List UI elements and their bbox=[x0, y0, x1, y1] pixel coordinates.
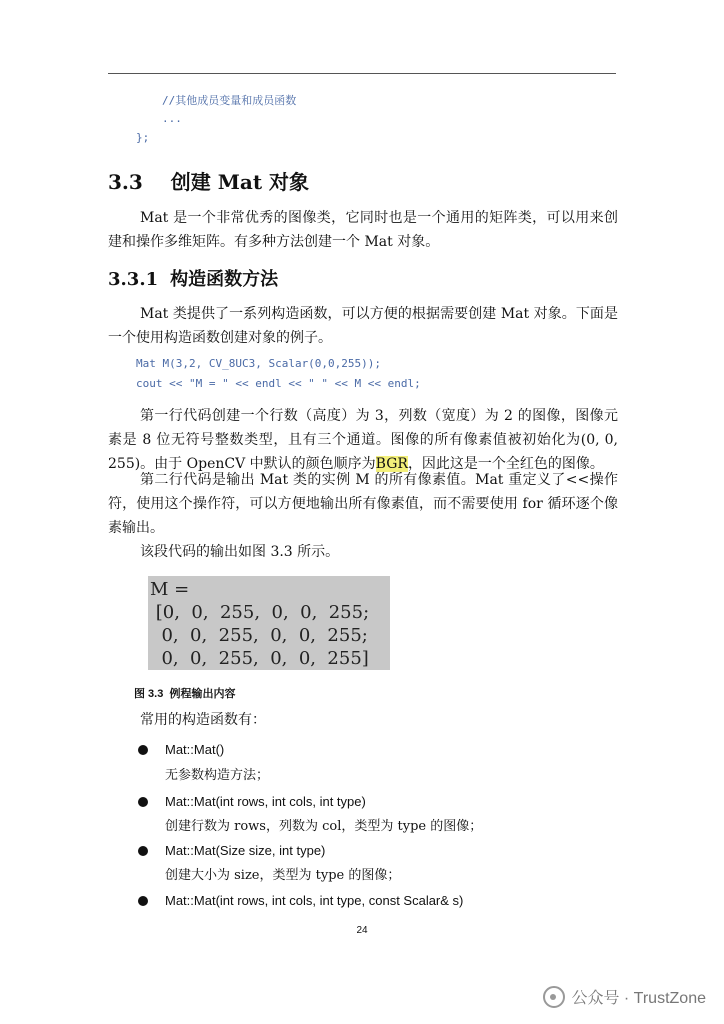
subsection-title: 构造函数方法 bbox=[170, 269, 279, 290]
subsection-number: 3.3.1 bbox=[108, 269, 159, 290]
para2-text: 第一行代码创建一个行数（高度）为 3，列数（宽度）为 2 的图像，图像元素是 8 位无符号整数类型，且有三个通道。图像的所有像素值被初始化为(0, 0, 255)。由于 OpenCV 中默认的颜色顺序为 bbox=[108, 408, 618, 472]
constructor-desc: 创建行数为 rows，列数为 col，类型为 type 的图像； bbox=[165, 819, 483, 834]
section-number: 3.3 bbox=[108, 170, 143, 194]
constructor-signature: Mat::Mat(int rows, int cols, int type, const Scalar& s) bbox=[165, 893, 464, 908]
page-number: 24 bbox=[356, 925, 368, 936]
output-line-1: M = bbox=[150, 579, 190, 600]
code-line-2: cout << "M = " << endl << " " << M << endl; bbox=[136, 377, 421, 390]
para2-end: ，因此这是一个全红色的图像。 bbox=[407, 456, 604, 472]
header-rule bbox=[108, 73, 616, 74]
subsection-para3: 第二行代码是输出 Mat 类的实例 M 的所有像素值。Mat 重定义了<<操作符，使用这个操作符，可以方便地输出所有像素值，而不需要使用 for 循环逐个像素输出。 bbox=[108, 472, 618, 536]
subsection-para1: Mat 类提供了一系列构造函数，可以方便的根据需要创建 Mat 对象。下面是一个使用构造函数创建对象的例子。 bbox=[108, 306, 618, 346]
constructors-intro: 常用的构造函数有： bbox=[140, 712, 266, 728]
output-figure bbox=[148, 576, 390, 670]
subsection-para4: 该段代码的输出如图 3.3 所示。 bbox=[140, 544, 340, 560]
code-closing: }; bbox=[136, 131, 150, 144]
figure-label: 图 3.3 bbox=[134, 688, 164, 700]
watermark bbox=[543, 985, 706, 1008]
code-comment: //其他成员变量和成员函数 bbox=[162, 94, 297, 107]
para2-highlight: BGR bbox=[375, 456, 408, 472]
output-line-4: 0, 0, 255, 0, 0, 255] bbox=[150, 648, 369, 669]
subsection-heading bbox=[108, 265, 278, 291]
wechat-icon bbox=[543, 986, 565, 1008]
section-title: 创建 Mat 对象 bbox=[170, 170, 310, 194]
constructor-signature: Mat::Mat(int rows, int cols, int type) bbox=[165, 794, 366, 809]
output-line-3: 0, 0, 255, 0, 0, 255; bbox=[150, 625, 368, 646]
watermark-text: 公众号 · TrustZone bbox=[571, 990, 706, 1007]
section-heading bbox=[108, 166, 309, 195]
figure-caption-text: 例程输出内容 bbox=[169, 688, 236, 700]
code-line-1: Mat M(3,2, CV_8UC3, Scalar(0,0,255)); bbox=[136, 357, 382, 370]
bullet-icon bbox=[138, 797, 148, 807]
bullet-icon bbox=[138, 745, 148, 755]
figure-caption bbox=[134, 685, 235, 701]
bullet-icon bbox=[138, 896, 148, 906]
constructor-desc: 无参数构造方法； bbox=[165, 768, 270, 783]
constructor-signature: Mat::Mat(Size size, int type) bbox=[165, 843, 326, 858]
constructor-signature: Mat::Mat() bbox=[165, 742, 225, 757]
output-line-2: [0, 0, 255, 0, 0, 255; bbox=[150, 602, 370, 623]
subsection-para2 bbox=[108, 404, 618, 476]
section-intro: Mat 是一个非常优秀的图像类，它同时也是一个通用的矩阵类，可以用来创建和操作多维矩阵。有多种方法创建一个 Mat 对象。 bbox=[108, 210, 618, 250]
bullet-icon bbox=[138, 846, 148, 856]
constructor-desc: 创建大小为 size，类型为 type 的图像； bbox=[165, 868, 401, 883]
code-ellipsis: ... bbox=[162, 112, 182, 125]
